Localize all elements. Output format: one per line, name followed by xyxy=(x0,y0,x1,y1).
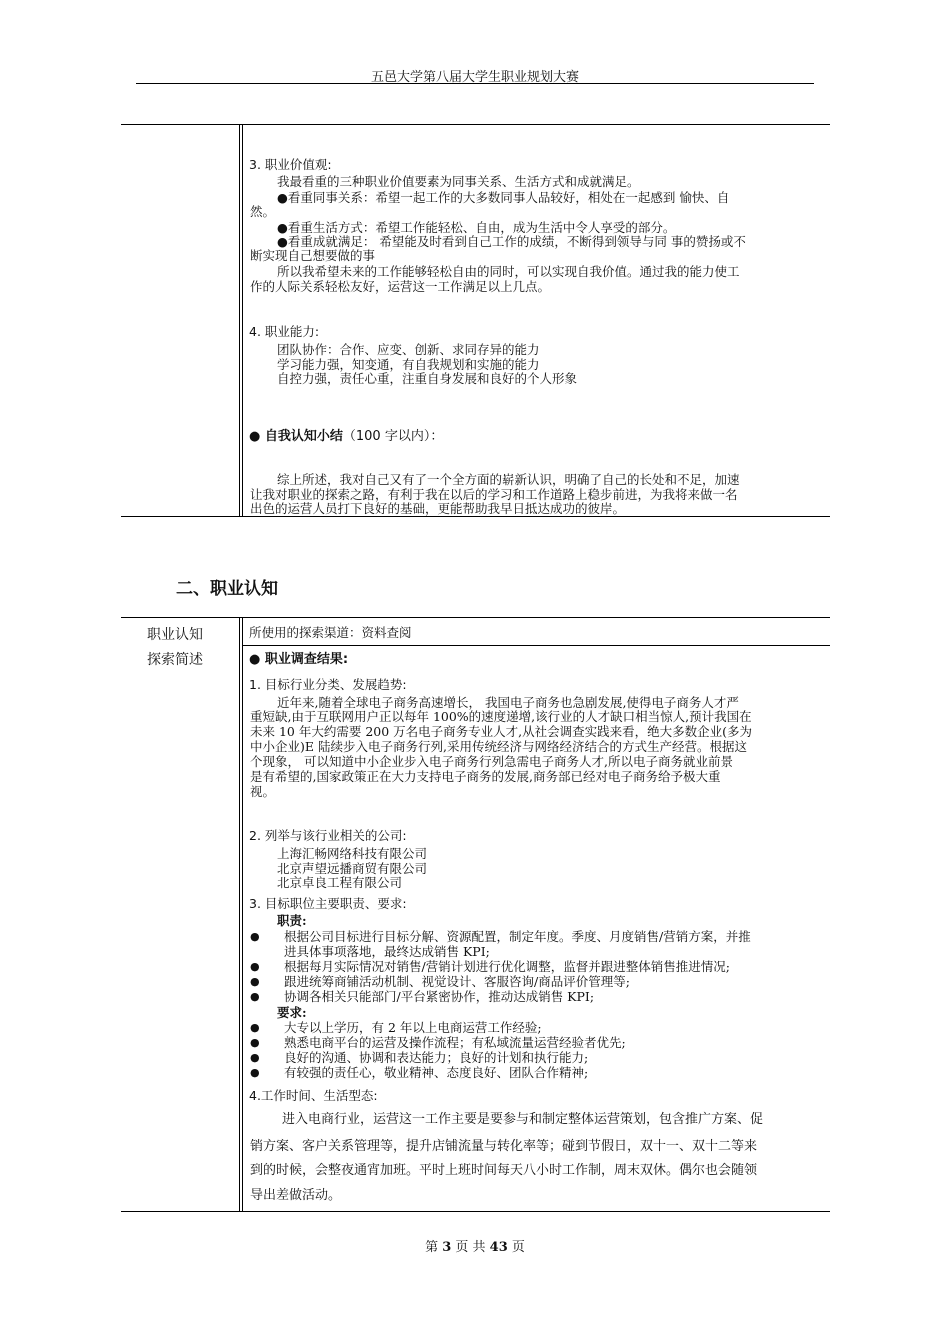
table-top-border xyxy=(121,124,830,125)
item2-heading: 2. 列举与该行业相关的公司: xyxy=(249,828,407,843)
summary-note: （100 字以内）： xyxy=(342,429,444,444)
requirement-item: 熟悉电商平台的运营及操作流程；有私域流量运营经验者优先; xyxy=(284,1035,626,1050)
values-line: 然。 xyxy=(250,204,276,219)
item1-line: 未来 10 年大约需要 200 万名电子商务专业人才,从社会调查实践来看，绝大多数企业(多为 xyxy=(250,724,753,739)
item1-line: 个现象， 可以知道中小企业步入电子商务行列急需电子商务人才,所以电子商务就业前景 xyxy=(250,754,733,769)
summary-line: 综上所述，我对自己又有了一个全方面的崭新认识，明确了自己的长处和不足，加速 xyxy=(277,472,740,487)
footer-prefix: 第 xyxy=(425,1240,443,1255)
values-line: 我最看重的三种职业价值要素为同事关系、生活方式和成就满足。 xyxy=(277,174,640,189)
results-heading: ● 职业调查结果: xyxy=(249,652,349,667)
item4-heading: 4.工作时间、生活型态: xyxy=(249,1088,378,1103)
values-line: ●看重生活方式：希望工作能轻松、自由，成为生活中令人享受的部分。 xyxy=(277,220,676,235)
total-page-count: 43 xyxy=(489,1240,508,1255)
table-bottom-border xyxy=(121,516,830,517)
item1-line: 中小企业)E 陆续步入电子商务行列,采用传统经济与网络经济结合的方式生产经营。根据这 xyxy=(250,739,747,754)
company-name: 北京声望远播商贸有限公司 xyxy=(277,861,428,876)
values-line: ●看重成就满足： 希望能及时看到自己工作的成绩，不断得到领导与同 事的赞扬或不 xyxy=(277,234,746,249)
requirements-label: 要求: xyxy=(277,1005,307,1020)
item4-line: 销方案、客户关系管理等，提升店铺流量与转化率等；碰到节假日，双十一、双十二等来 xyxy=(250,1139,758,1154)
item1-line: 视。 xyxy=(250,784,276,799)
item1-line: 近年来,随着全球电子商务高速增长， 我国电子商务也急剧发展,使得电子商务人才严 xyxy=(277,695,739,710)
summary-heading: ● 自我认知小结 xyxy=(249,429,343,444)
table-top-border xyxy=(121,617,830,618)
values-line: 断实现自己想要做的事 xyxy=(250,248,376,263)
values-line: 作的人际关系轻松友好，运营这一工作满足以上几点。 xyxy=(250,279,551,294)
item1-line: 重短缺,由于互联网用户正以每年 100%的速度递增,该行业的人才缺口相当惊人,预计我国在 xyxy=(250,709,752,724)
ability-line: 学习能力强，知变通，有自我规划和实施的能力 xyxy=(277,357,540,372)
ability-line: 自控力强，责任心重，注重自身发展和良好的个人形象 xyxy=(277,371,578,386)
requirement-item: 大专以上学历，有 2 年以上电商运营工作经验; xyxy=(284,1020,542,1035)
item4-line: 到的时候，会整夜通宵加班。平时上班时间每天八小时工作制，周末双休。偶尔也会随领 xyxy=(250,1163,758,1178)
item4-line: 进入电商行业，运营这一工作主要是要参与和制定整体运营策划，包含推广方案、促 xyxy=(282,1112,764,1127)
bullet-icon: ● xyxy=(250,930,260,943)
duties-label: 职责: xyxy=(277,913,307,928)
bullet-icon: ● xyxy=(250,1066,260,1079)
bullet-icon: ● xyxy=(250,975,260,988)
item1-heading: 1. 目标行业分类、发展趋势: xyxy=(249,677,407,692)
channel-text: 所使用的探索渠道：资料查阅 xyxy=(249,625,412,640)
bullet-icon: ● xyxy=(250,960,260,973)
ability-line: 团队协作：合作、应变、创新、求同存异的能力 xyxy=(277,342,540,357)
footer-middle: 页 共 xyxy=(451,1240,490,1255)
table-column-divider-inner xyxy=(242,124,243,517)
duty-item: 进具体事项落地，最终达成销售 KPI; xyxy=(284,944,490,959)
ability-heading: 4. 职业能力: xyxy=(249,324,320,339)
page-header-title: 五邑大学第八届大学生职业规划大赛 xyxy=(370,70,579,85)
summary-heading-row xyxy=(249,430,443,444)
requirement-item: 有较强的责任心，敬业精神、态度良好、团队合作精神; xyxy=(284,1065,589,1080)
requirement-item: 良好的沟通、协调和表达能力；良好的计划和执行能力; xyxy=(284,1050,589,1065)
footer-suffix: 页 xyxy=(507,1240,525,1255)
table-bottom-border xyxy=(121,1211,830,1212)
current-page-number: 3 xyxy=(442,1240,452,1255)
values-heading: 3. 职业价值观: xyxy=(249,157,332,172)
table-column-divider-inner xyxy=(242,617,243,1212)
company-name: 北京卓良工程有限公司 xyxy=(277,875,403,890)
item3-heading: 3. 目标职位主要职责、要求: xyxy=(249,896,407,911)
bullet-icon: ● xyxy=(250,1021,260,1034)
bullet-icon: ● xyxy=(250,990,260,1003)
duty-item: 协调各相关只能部门/平台紧密协作，推动达成销售 KPI; xyxy=(284,989,595,1004)
section-title: 二、职业认知 xyxy=(176,579,278,599)
values-line: 所以我希望未来的工作能够轻松自由的同时，可以实现自我价值。通过我的能力使工 xyxy=(277,264,740,279)
item1-line: 是有希望的,国家政策正在大力支持电子商务的发展,商务部已经对电子商务给予极大重 xyxy=(250,769,721,784)
summary-line: 出色的运营人员打下良好的基础，更能帮助我早日抵达成功的彼岸。 xyxy=(250,501,626,516)
duty-item: 根据每月实际情况对销售/营销计划进行优化调整，监督并跟进整体销售推进情况; xyxy=(284,959,730,974)
company-name: 上海汇畅网络科技有限公司 xyxy=(277,846,428,861)
values-line: ●看重同事关系：希望一起工作的大多数同事人品较好，相处在一起感到 愉快、自 xyxy=(277,190,730,205)
left-label-line-1: 职业认知 xyxy=(147,627,203,643)
table-column-divider xyxy=(239,124,240,517)
duty-item: 根据公司目标进行目标分解、资源配置，制定年度。季度、月度销售/营销方案，并推 xyxy=(284,929,751,944)
header-rule xyxy=(136,83,814,84)
item4-line: 导出差做活动。 xyxy=(250,1188,342,1203)
bullet-icon: ● xyxy=(250,1036,260,1049)
bullet-icon: ● xyxy=(250,1051,260,1064)
duty-item: 跟进统筹商铺活动机制、视觉设计、客服咨询/商品评价管理等; xyxy=(284,974,630,989)
page-footer xyxy=(0,1236,950,1255)
channel-row-divider xyxy=(242,645,830,646)
table-column-divider xyxy=(239,617,240,1212)
left-label-line-2: 探索简述 xyxy=(147,652,203,668)
summary-line: 让我对职业的探索之路，有利于我在以后的学习和工作道路上稳步前进，为我将来做一名 xyxy=(250,487,738,502)
